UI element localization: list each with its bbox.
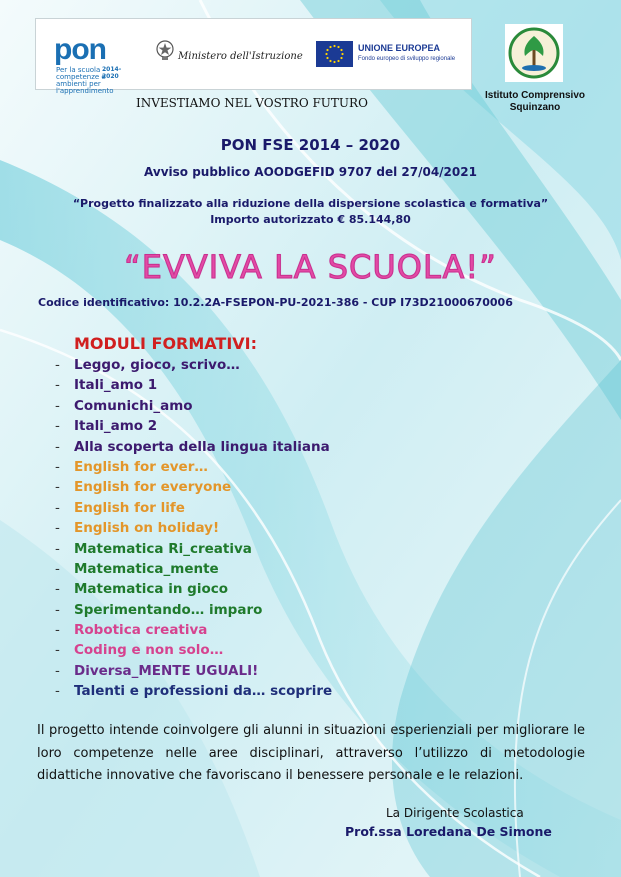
- modulo-label: English for ever…: [74, 458, 208, 475]
- modulo-item: [55, 479, 332, 499]
- modulo-label: Itali_amo 2: [74, 418, 158, 435]
- importo-line: Importo autorizzato € 85.144,80: [210, 213, 411, 226]
- project-description: Il progetto intende coinvolgere gli alunni in situazioni esperienziali per migliorare le loro competenze nelle aree disciplinari, attraverso l’utilizzo di metodologie didattiche innovative che favoriscano il benessere personale e le relazioni.: [37, 723, 585, 783]
- modulo-item: [55, 459, 332, 479]
- modulo-label: Talenti e professioni da… scoprire: [74, 683, 333, 700]
- modulo-label: English for everyone: [74, 479, 232, 496]
- moduli-title: MODULI FORMATIVI:: [74, 334, 258, 353]
- modulo-item: [55, 398, 332, 418]
- list-dash: -: [55, 581, 60, 598]
- list-dash: -: [55, 622, 60, 639]
- pon-logo-subtitle: Per la scuola – competenze e ambienti per l'apprendimento: [56, 66, 114, 95]
- progetto-description: [0, 196, 621, 228]
- pon-logo-word: pon: [54, 33, 106, 66]
- list-dash: -: [55, 540, 60, 557]
- modulo-item: [55, 418, 332, 438]
- logo-bar: [35, 18, 472, 95]
- school-logo-icon: [505, 24, 563, 82]
- modulo-label: Leggo, gioco, scrivo…: [74, 357, 240, 373]
- modulo-item: [55, 500, 332, 520]
- list-dash: -: [55, 601, 60, 618]
- list-dash: -: [55, 662, 60, 679]
- modulo-item: [55, 602, 332, 622]
- modulo-label: Alla scoperta della lingua italiana: [74, 438, 330, 455]
- modulo-label: Coding e non solo…: [74, 642, 224, 659]
- italian-emblem-icon: [156, 39, 174, 61]
- slogan: INVESTIAMO NEL VOSTRO FUTURO: [136, 96, 368, 110]
- modulo-label: Comunichi_amo: [74, 397, 193, 414]
- modulo-item: [55, 439, 332, 459]
- list-dash: -: [55, 479, 60, 496]
- modulo-label: Matematica Ri_creativa: [74, 540, 252, 557]
- list-dash: -: [55, 520, 60, 537]
- list-dash: -: [55, 499, 60, 516]
- modulo-label: Matematica_mente: [74, 560, 219, 577]
- modulo-label: Matematica in gioco: [74, 581, 229, 598]
- modulo-label: Itali_amo 1: [74, 377, 158, 394]
- list-dash: -: [55, 377, 60, 394]
- list-dash: -: [55, 438, 60, 455]
- signature-role: La Dirigente Scolastica: [386, 806, 524, 820]
- list-dash: -: [55, 642, 60, 659]
- modulo-item: [55, 663, 332, 683]
- modulo-label: English on holiday!: [74, 520, 220, 537]
- progetto-line: “Progetto finalizzato alla riduzione della dispersione scolastica e formativa”: [72, 197, 549, 210]
- program-title: PON FSE 2014 – 2020: [220, 136, 401, 154]
- eu-title: UNIONE EUROPEA: [358, 43, 441, 53]
- list-dash: -: [55, 357, 60, 373]
- pon-logo: [54, 33, 126, 95]
- list-dash: -: [55, 683, 60, 700]
- pon-logo-years: 2014-2020: [102, 66, 122, 80]
- eu-flag-icon: [316, 41, 353, 67]
- modulo-label: Robotica creativa: [74, 622, 208, 639]
- modulo-item: [55, 541, 332, 561]
- project-title: “EVVIVA LA SCUOLA!”: [124, 248, 497, 286]
- eu-subtitle: Fondo europeo di sviluppo regionale: [358, 56, 456, 62]
- list-dash: -: [55, 397, 60, 414]
- list-dash: -: [55, 418, 60, 435]
- avviso-line: Avviso pubblico AOODGEFID 9707 del 27/04/2021: [144, 165, 477, 179]
- modulo-item: [55, 642, 332, 662]
- ministero-label: Ministero dell'Istruzione: [178, 51, 303, 62]
- modulo-item: [55, 622, 332, 642]
- modulo-item: [55, 683, 332, 703]
- modulo-label: English for life: [74, 499, 185, 516]
- modulo-item: [55, 357, 332, 377]
- modulo-item: [55, 561, 332, 581]
- modulo-label: Sperimentando… imparo: [74, 601, 263, 618]
- modulo-item: [55, 377, 332, 397]
- moduli-list: [55, 357, 332, 704]
- list-dash: -: [55, 458, 60, 475]
- modulo-item: [55, 581, 332, 601]
- signature-name: Prof.ssa Loredana De Simone: [345, 824, 552, 839]
- modulo-label: Diversa_MENTE UGUALI!: [74, 662, 259, 679]
- list-dash: -: [55, 560, 60, 577]
- modulo-item: [55, 520, 332, 540]
- school-name: Istituto Comprensivo Squinzano: [484, 90, 585, 113]
- codice-identificativo: Codice identificativo: 10.2.2A-FSEPON-PU-2021-386 - CUP I73D21000670006: [38, 296, 513, 309]
